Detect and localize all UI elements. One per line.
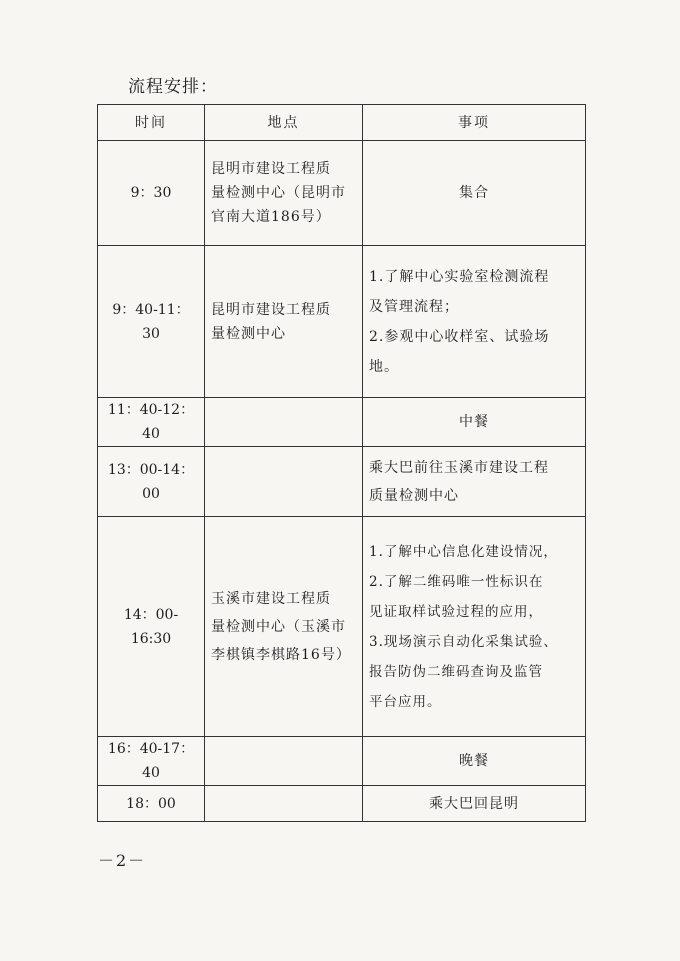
place-line: 昆明市建设工程质 xyxy=(211,161,331,177)
item-line: 集合 xyxy=(459,185,489,201)
item-line: 2.了解二维码唯一性标识在 xyxy=(369,573,544,590)
item-line: 3.现场演示自动化采集试验、 xyxy=(369,633,558,650)
item-line: 质量检测中心 xyxy=(369,487,459,504)
place-line: 玉溪市建设工程质 xyxy=(211,590,331,607)
item-line: 2.参观中心收样室、试验场 xyxy=(369,328,550,345)
cell-place xyxy=(205,517,363,737)
cell-time: 9：30 xyxy=(98,141,205,246)
section-heading: 流程安排： xyxy=(128,77,218,97)
cell-item xyxy=(363,398,586,447)
cell-place xyxy=(205,447,363,517)
cell-time: 13：00-14：00 xyxy=(98,447,205,517)
place-line: 量检测中心 xyxy=(211,325,286,342)
cell-place xyxy=(205,786,363,822)
item-line: 中餐 xyxy=(459,414,489,430)
place-line: 官南大道186号） xyxy=(211,209,331,225)
item-line: 平台应用。 xyxy=(369,693,442,710)
cell-item xyxy=(363,737,586,786)
item-line: 见证取样试验过程的应用， xyxy=(369,603,543,620)
cell-item xyxy=(363,141,586,246)
cell-time: 11：40-12：40 xyxy=(98,398,205,447)
table-row xyxy=(98,398,586,447)
table-row xyxy=(98,737,586,786)
item-line: 及管理流程； xyxy=(369,298,459,315)
item-line: 乘大巴前往玉溪市建设工程 xyxy=(369,459,549,476)
place-line: 量检测中心（昆明市 xyxy=(211,185,346,201)
item-line: 1.了解中心实验室检测流程 xyxy=(369,268,550,285)
table-row xyxy=(98,246,586,398)
table-row xyxy=(98,517,586,737)
item-line: 地。 xyxy=(369,358,399,375)
header-item: 事项 xyxy=(363,105,586,141)
cell-time: 9：40-11：30 xyxy=(98,246,205,398)
table-row xyxy=(98,786,586,822)
cell-place xyxy=(205,246,363,398)
place-line: 量检测中心（玉溪市 xyxy=(211,618,346,635)
schedule-table xyxy=(97,104,586,822)
header-place: 地点 xyxy=(205,105,363,141)
cell-item xyxy=(363,447,586,517)
cell-place xyxy=(205,398,363,447)
cell-item xyxy=(363,786,586,822)
place-line: 昆明市建设工程质 xyxy=(211,301,331,318)
cell-item xyxy=(363,517,586,737)
item-line: 乘大巴回昆明 xyxy=(429,795,519,812)
table-row xyxy=(98,141,586,246)
cell-time: 14：00-16:30 xyxy=(98,517,205,737)
header-time: 时间 xyxy=(98,105,205,141)
cell-place xyxy=(205,141,363,246)
cell-place xyxy=(205,737,363,786)
item-line: 1.了解中心信息化建设情况， xyxy=(369,543,558,560)
item-line: 晚餐 xyxy=(459,753,489,769)
table-header-row xyxy=(98,105,586,141)
cell-time: 18：00 xyxy=(98,786,205,822)
page-number: －2－ xyxy=(98,851,147,870)
place-line: 李棋镇李棋路16号） xyxy=(211,646,351,663)
cell-time: 16：40-17：40 xyxy=(98,737,205,786)
item-line: 报告防伪二维码查询及监管 xyxy=(369,663,543,680)
cell-item xyxy=(363,246,586,398)
table-row xyxy=(98,447,586,517)
